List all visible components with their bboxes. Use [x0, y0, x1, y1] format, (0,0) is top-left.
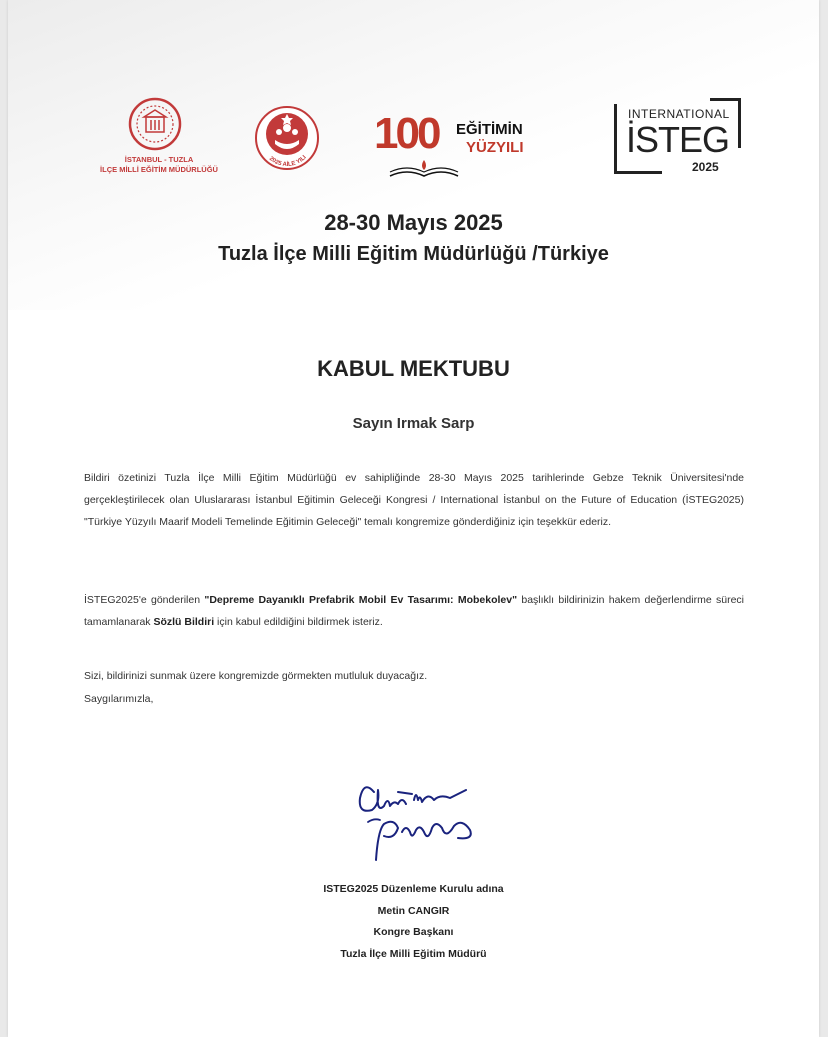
- signatory-committee: ISTEG2025 Düzenleme Kurulu adına: [323, 883, 504, 895]
- century-logo: [374, 109, 544, 182]
- letter-page: [8, 0, 819, 1037]
- family-year-emblem-icon: [253, 104, 321, 172]
- pencil-book-icon: [384, 156, 464, 180]
- ministry-logo-line1: İSTANBUL - TUZLA: [124, 155, 194, 164]
- acceptance-text-c: için kabul edildiğini bildirmek isteriz.: [214, 616, 383, 628]
- acceptance-text-b: başlıklı bildirinizin hakem değerlendirme süreci tamamlanarak: [84, 594, 744, 628]
- isteg-frame-icon: [614, 98, 744, 178]
- isteg-year-text: 2025: [692, 160, 719, 174]
- presentation-type: Sözlü Bildiri: [153, 616, 215, 628]
- ministry-logo-text: [84, 155, 234, 175]
- acceptance-text-a: İSTEG2025'e gönderilen: [84, 594, 205, 606]
- congress-venue: Tuzla İlçe Milli Eğitim Müdürlüğü /Türkiye: [218, 243, 609, 265]
- congress-dates: 28-30 Mayıs 2025: [324, 210, 503, 235]
- signatory-office: Tuzla İlçe Milli Eğitim Müdürü: [340, 948, 487, 960]
- paragraph-acceptance: [84, 589, 744, 633]
- ministry-emblem-icon: [127, 96, 183, 152]
- signature-icon: [354, 770, 484, 875]
- century-logo-line1: EĞİTİMİN: [456, 121, 523, 138]
- isteg-small-text: INTERNATIONAL: [628, 107, 730, 121]
- paragraph-invitation: Sizi, bildirinizi sunmak üzere kongremizde görmekten mutluluk duyacağız.: [84, 670, 428, 682]
- closing-text: Saygılarımızla,: [84, 693, 154, 705]
- century-logo-number: 100: [374, 109, 439, 158]
- signatory-name: Metin CANGIR: [377, 905, 450, 917]
- family-year-arc-text: 2025 AİLE YILI: [267, 154, 308, 169]
- isteg-big-text: İSTEG: [626, 119, 730, 160]
- recipient-salutation: Sayın Irmak Sarp: [352, 415, 475, 432]
- paragraph-thanks: Bildiri özetinizi Tuzla İlçe Milli Eğitim Müdürlüğü ev sahipliğinde 28-30 Mayıs 2025 tarihlerinde Gebze Teknik Üniversitesi'nde gerçekleştirilecek olan Uluslararası İstanbul Eğitimin Geleceği Kongresi / International İstanbul on the Future of Education (İSTEG2025) "Türkiye Yüzyılı Maarif Modeli Temelinde Eğitimin Geleceği" temalı kongremize gönderdiğiniz için teşekkür ederiz.: [84, 472, 744, 528]
- letter-title: KABUL MEKTUBU: [317, 356, 510, 381]
- ministry-logo-line2: İLÇE MİLLİ EĞİTİM MÜDÜRLÜĞÜ: [100, 165, 218, 174]
- paper-title: "Depreme Dayanıklı Prefabrik Mobil Ev Tasarımı: Mobekolev": [204, 594, 518, 606]
- signatory-role: Kongre Başkanı: [373, 926, 454, 938]
- century-logo-line2: YÜZYILI: [466, 139, 524, 156]
